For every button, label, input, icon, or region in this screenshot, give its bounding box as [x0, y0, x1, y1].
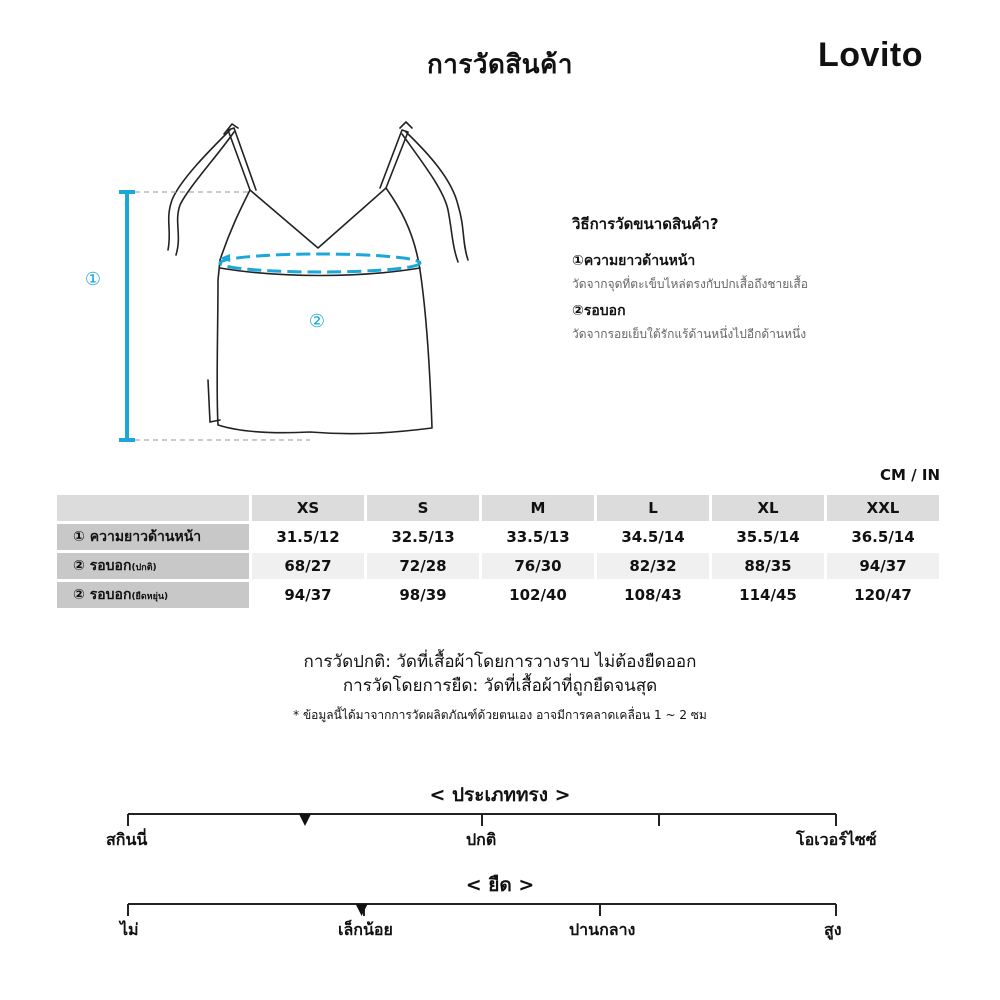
page-title: การวัดสินค้า — [427, 50, 573, 80]
stretch-label-medium: ปานกลาง — [569, 920, 636, 939]
row-label: ② รอบอก(ยืดหยุ่น) — [57, 582, 249, 608]
table-row — [57, 553, 939, 579]
fit-label-oversize: โอเวอร์ไซซ์ — [796, 830, 877, 849]
size-header: M — [482, 495, 594, 521]
size-chart-table — [54, 492, 942, 611]
left-tie-ribbon-2 — [176, 132, 234, 255]
garment-diagram — [60, 110, 500, 455]
table-cell: 34.5/14 — [597, 524, 709, 550]
note-stretched: การวัดโดยการยืด: วัดที่เสื้อผ้าที่ถูกยืดจนสุด — [342, 676, 658, 696]
table-row — [57, 524, 939, 550]
fit-label-regular: ปกติ — [466, 830, 497, 849]
unit-label: CM / IN — [880, 466, 940, 484]
stretch-label-slight: เล็กน้อย — [338, 920, 393, 939]
table-header-row — [57, 495, 939, 521]
note-flat: การวัดปกติ: วัดที่เสื้อผ้าโดยการวางราบ ไม่ต้องยืดออก — [303, 652, 697, 672]
table-cell: 94/37 — [827, 553, 939, 579]
how-to-heading: วิธีการวัดขนาดสินค้า? — [572, 215, 719, 233]
table-corner-cell — [57, 495, 249, 521]
brand-logo: Lovito — [818, 36, 923, 74]
stretch-indicator — [356, 904, 368, 916]
fit-indicator — [299, 814, 311, 826]
left-tie-ribbon-1 — [168, 130, 230, 250]
marker-front-length: ① — [84, 269, 102, 290]
table-cell: 32.5/13 — [367, 524, 479, 550]
size-header: XXL — [827, 495, 939, 521]
size-header: XS — [252, 495, 364, 521]
howto-item-title: ②รอบอก — [572, 303, 626, 319]
stretch-scale-title: < ยืด > — [465, 874, 535, 896]
right-strap — [380, 130, 408, 188]
fit-label-skinny: สกินนี่ — [106, 830, 148, 849]
table-cell: 98/39 — [367, 582, 479, 608]
stretch-label-high: สูง — [824, 920, 842, 939]
howto-item-title: ①ความยาวด้านหน้า — [572, 253, 696, 269]
left-strap — [228, 128, 256, 190]
size-header: XL — [712, 495, 824, 521]
table-cell: 36.5/14 — [827, 524, 939, 550]
table-cell: 114/45 — [712, 582, 824, 608]
size-header: L — [597, 495, 709, 521]
table-cell: 35.5/14 — [712, 524, 824, 550]
fit-scale-bar — [0, 800, 1000, 830]
table-row — [57, 582, 939, 608]
table-cell: 120/47 — [827, 582, 939, 608]
row-label: ② รอบอก(ปกติ) — [57, 553, 249, 579]
table-cell: 108/43 — [597, 582, 709, 608]
marker-bust: ② — [308, 311, 326, 332]
table-cell: 33.5/13 — [482, 524, 594, 550]
stretch-scale-bar — [0, 890, 1000, 920]
table-cell: 76/30 — [482, 553, 594, 579]
table-cell: 82/32 — [597, 553, 709, 579]
row-label: ① ความยาวด้านหน้า — [57, 524, 249, 550]
note-disclaimer: * ข้อมูลนี้ได้มาจากการวัดผลิตภัณฑ์ด้วยตนเอง อาจมีการคลาดเคลื่อน 1 ~ 2 ซม — [293, 708, 707, 722]
stretch-label-none: ไม่ — [120, 920, 139, 939]
table-cell: 102/40 — [482, 582, 594, 608]
size-header: S — [367, 495, 479, 521]
table-cell: 94/37 — [252, 582, 364, 608]
how-to-measure — [572, 212, 952, 350]
table-cell: 88/35 — [712, 553, 824, 579]
howto-item-desc: วัดจากรอยเย็บใต้รักแร้ด้านหนึ่งไปอีกด้านหนึ่ง — [572, 327, 807, 341]
fit-scale-title: < ประเภททรง > — [429, 784, 571, 806]
bust-measure-ellipse — [220, 254, 420, 272]
right-tie-ribbon-2 — [402, 134, 458, 262]
table-cell: 68/27 — [252, 553, 364, 579]
measurement-notes — [0, 650, 1000, 725]
table-cell: 31.5/12 — [252, 524, 364, 550]
howto-item-desc: วัดจากจุดที่ตะเข็บไหล่ตรงกับปกเสื้อถึงชายเสื้อ — [572, 277, 808, 291]
table-cell: 72/28 — [367, 553, 479, 579]
